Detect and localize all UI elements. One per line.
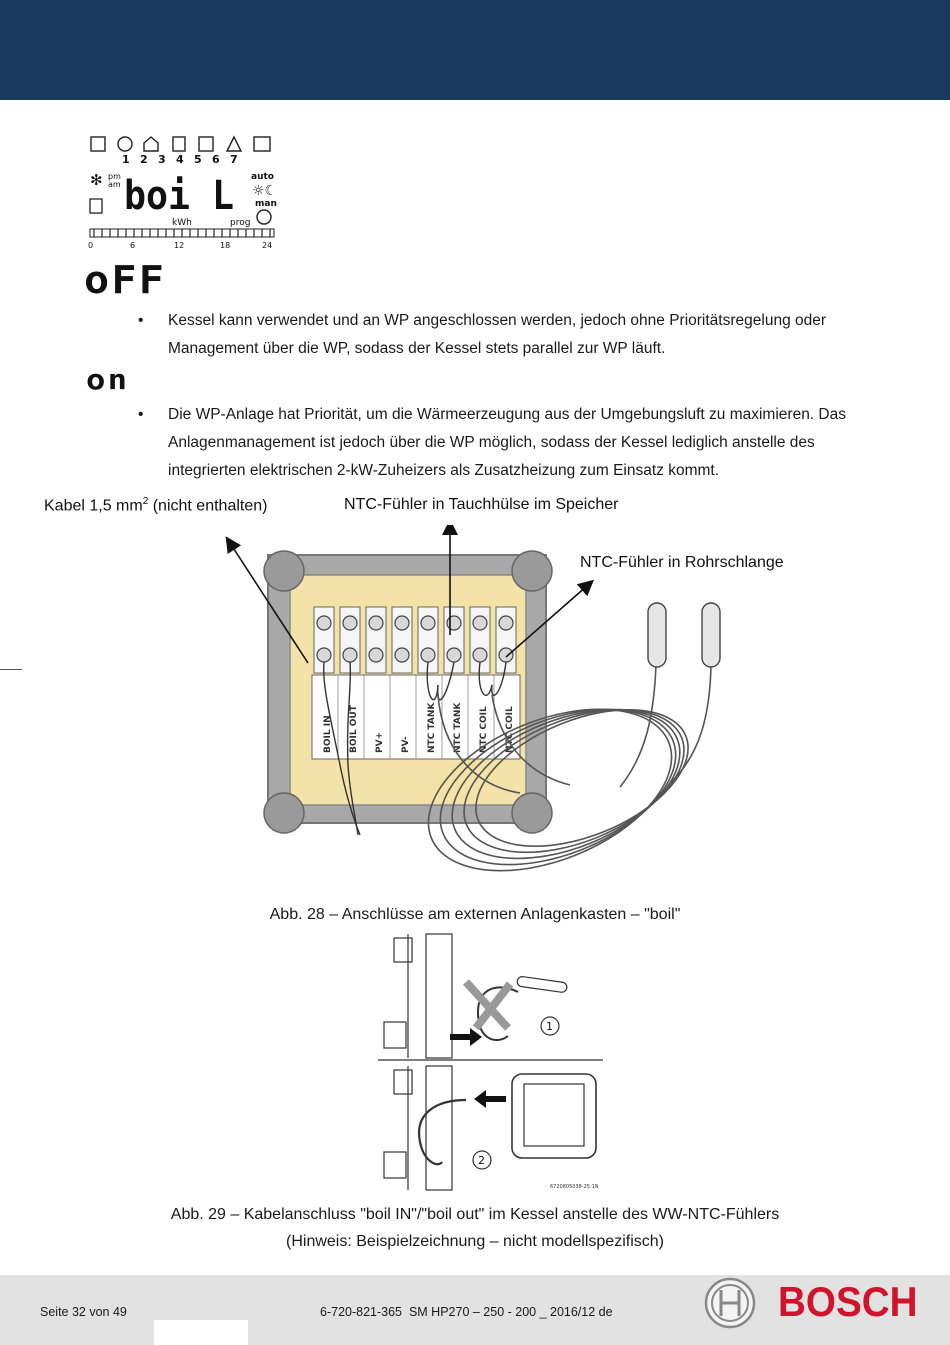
callout-number: 2 <box>478 1154 485 1167</box>
lcd-auto-label: auto <box>251 172 274 182</box>
wrench-icon <box>199 137 213 151</box>
label-cable-main: Kabel 1,5 mm <box>44 497 143 515</box>
off-description: • Kessel kann verwendet und an WP angeschlossen werden, jedoch ohne Prioritätsregelung oder Management über die WP, sodass der Kessel stets parallel zur WP läuft. <box>138 307 878 363</box>
heat-pump-icon <box>91 137 105 151</box>
bosch-armature-icon <box>703 1276 757 1330</box>
label-ntc-tank: NTC-Fühler in Tauchhülse im Speicher <box>344 496 619 513</box>
terminal-label: NTC COIL <box>479 706 489 753</box>
footer-tab <box>154 1320 248 1345</box>
label-ntc-coil: NTC-Fühler in Rohrschlange <box>580 554 784 571</box>
terminal-label: NTC COIL <box>505 706 515 753</box>
label-cable-rest: (nicht enthalten) <box>148 497 268 515</box>
corner-screw <box>512 793 552 833</box>
document-reference: 6-720-821-365 SM HP270 – 250 - 200 _ 2016/12 de <box>320 1305 613 1319</box>
arrow-icon <box>450 1028 482 1046</box>
off-display: oFF <box>84 258 167 302</box>
sun-moon-icon: ☼☾ <box>252 183 278 199</box>
boiler-icon <box>254 137 270 151</box>
page-number: Seite 32 von 49 <box>40 1305 127 1319</box>
corner-screw <box>264 551 304 591</box>
lcd-scale-label: 0 <box>88 241 94 250</box>
label-cable-sup: 2 <box>142 496 149 507</box>
lcd-am-label: am <box>108 180 121 189</box>
boiler-connection-figure <box>378 932 603 1194</box>
lcd-display <box>86 133 278 251</box>
warning-icon <box>227 137 241 151</box>
lcd-main-text: boi L <box>124 173 234 219</box>
dhw-icon <box>90 199 102 213</box>
drawing-code: 6720805038-25.1N <box>550 1184 599 1190</box>
figure-29-caption-line1: Abb. 29 – Kabelanschluss "boil IN"/"boil out" im Kessel anstelle des WW-NTC-Fühlers <box>170 1206 780 1223</box>
corner-screw <box>512 551 552 591</box>
terminal-label: PV+ <box>375 731 385 753</box>
lcd-scale-label: 12 <box>174 241 185 250</box>
corner-screw <box>264 793 304 833</box>
on-description: • Die WP-Anlage hat Priorität, um die Wärmeerzeugung aus der Umgebungsluft zu maximieren. Das Anlagenmanagement ist jedoch über die WP möglich, sodass der Kessel lediglich anstelle des integrierten elektrischen 2-kW-Zuheizers als Zusatzheizung zum Einsatz kommt. <box>138 401 878 485</box>
lcd-digit: 3 <box>158 153 166 166</box>
lcd-digit: 1 <box>122 153 130 166</box>
lcd-digit: 6 <box>212 153 220 166</box>
terminal-label: PV- <box>401 736 411 753</box>
clock-icon <box>257 210 271 224</box>
terminal-label: NTC TANK <box>427 702 437 753</box>
boiler-panel <box>426 1066 452 1190</box>
boiler-panel <box>426 934 452 1058</box>
label-cable <box>44 496 267 515</box>
lcd-scale-label: 18 <box>220 241 231 250</box>
lcd-top-icons <box>91 137 270 151</box>
connector-block <box>384 1022 406 1048</box>
lcd-digit: 7 <box>230 153 238 166</box>
bosch-logo-text: BOSCH <box>778 1278 918 1325</box>
lcd-man-label: man <box>255 199 277 209</box>
header-band <box>0 0 950 100</box>
lcd-kwh-label: kWh <box>172 218 192 228</box>
house-icon <box>144 137 158 151</box>
lcd-digit: 5 <box>194 153 202 166</box>
lcd-digit: 2 <box>140 153 148 166</box>
lcd-pm-label: pm <box>108 172 121 181</box>
callout-number: 1 <box>546 1020 553 1033</box>
lcd-digit: 4 <box>176 153 184 166</box>
cross-out-mark <box>466 982 510 1028</box>
lcd-scale-label: 6 <box>130 241 136 250</box>
arrow-icon <box>474 1090 506 1108</box>
figure-28-caption: Abb. 28 – Anschlüsse am externen Anlagenkasten – "boil" <box>269 906 681 923</box>
tank-icon <box>173 137 185 151</box>
sensor-probe <box>648 603 720 667</box>
relay-icon <box>394 938 412 962</box>
snowflake-icon: ✻ <box>90 171 103 189</box>
lcd-scale-label: 24 <box>262 241 273 250</box>
terminal-label: NTC TANK <box>453 702 463 753</box>
figure-29-caption-line2: (Hinweis: Beispielzeichnung – nicht modellspezifisch) <box>286 1233 664 1250</box>
terminal-label: BOIL IN <box>323 715 333 753</box>
terminal-box-figure <box>210 525 770 885</box>
lcd-prog-label: prog <box>230 218 251 228</box>
ntc-sensor <box>517 976 568 993</box>
relay-icon <box>394 1070 412 1094</box>
connector-block <box>384 1152 406 1178</box>
on-display: on <box>86 363 130 396</box>
margin-mark <box>0 669 22 670</box>
terminal-label: BOIL OUT <box>349 705 359 753</box>
fan-icon <box>118 137 132 151</box>
figure-29-caption <box>0 1201 950 1255</box>
lcd-timeline <box>90 229 274 237</box>
